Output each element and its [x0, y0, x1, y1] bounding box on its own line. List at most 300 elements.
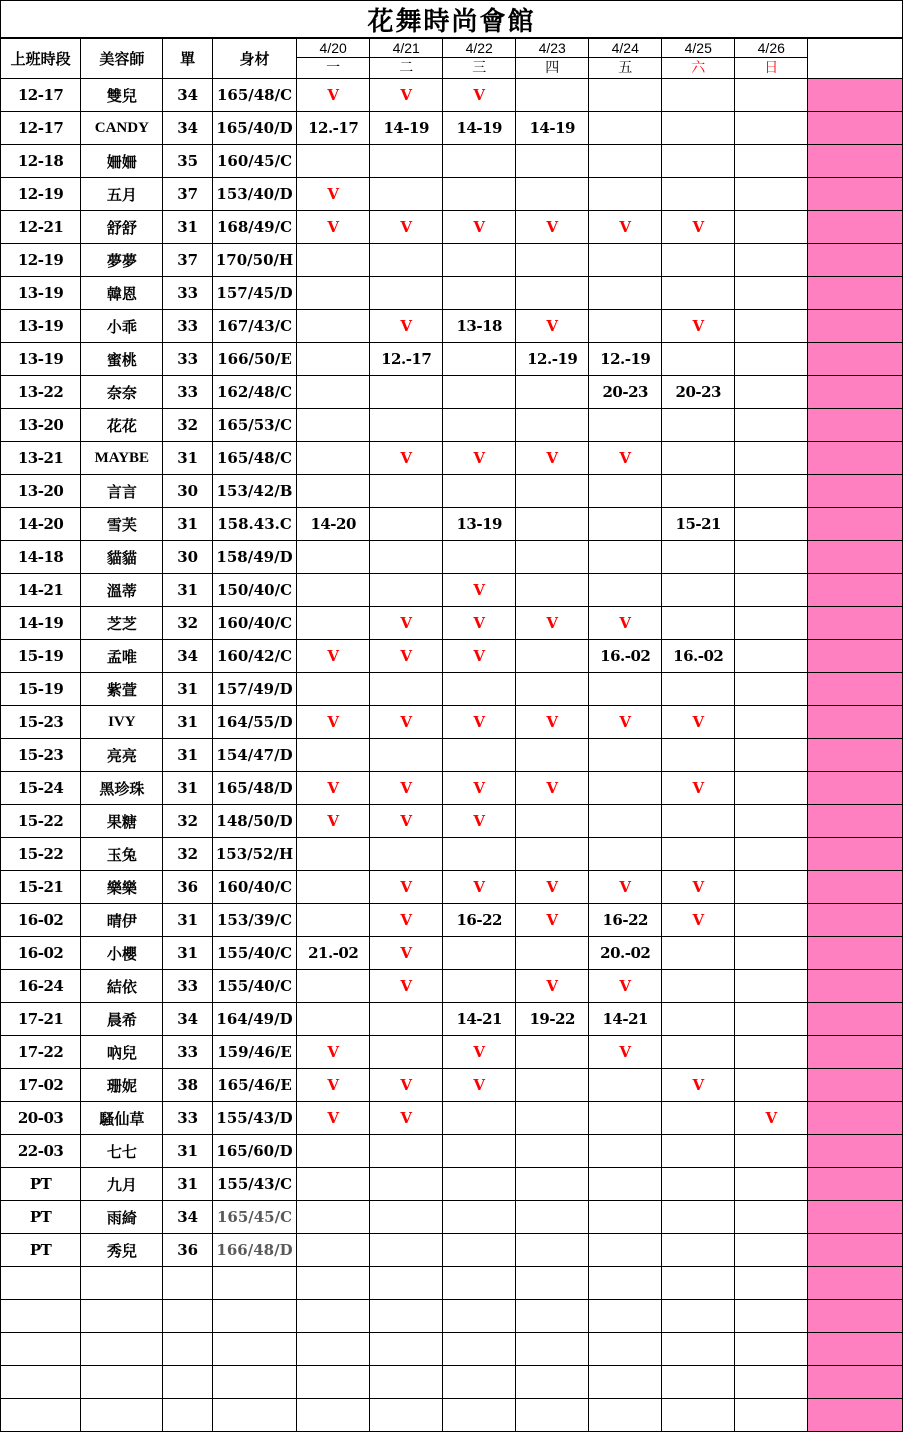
- cell-day-1[interactable]: [370, 475, 443, 508]
- cell-day-1[interactable]: [370, 673, 443, 706]
- cell-highlight-note[interactable]: [808, 277, 903, 310]
- cell-day-3[interactable]: 19-22: [516, 1003, 589, 1036]
- cell-day-3[interactable]: [516, 805, 589, 838]
- cell-day-6[interactable]: [735, 277, 808, 310]
- cell-day-2[interactable]: [443, 1399, 516, 1432]
- cell-day-6[interactable]: [735, 805, 808, 838]
- cell-day-2[interactable]: 14-21: [443, 1003, 516, 1036]
- cell-day-3[interactable]: [516, 277, 589, 310]
- cell-highlight-note[interactable]: [808, 112, 903, 145]
- cell-day-4[interactable]: [589, 1267, 662, 1300]
- cell-day-0[interactable]: [297, 970, 370, 1003]
- cell-day-4[interactable]: 20.-02: [589, 937, 662, 970]
- cell-day-0[interactable]: V: [297, 1036, 370, 1069]
- cell-day-3[interactable]: [516, 145, 589, 178]
- cell-day-2[interactable]: V: [443, 772, 516, 805]
- cell-day-1[interactable]: [370, 838, 443, 871]
- cell-day-3[interactable]: [516, 1366, 589, 1399]
- cell-day-1[interactable]: 14-19: [370, 112, 443, 145]
- cell-day-3[interactable]: [516, 1201, 589, 1234]
- cell-highlight-note[interactable]: [808, 1300, 903, 1333]
- cell-day-1[interactable]: [370, 1168, 443, 1201]
- cell-day-1[interactable]: V: [370, 805, 443, 838]
- cell-day-0[interactable]: V: [297, 178, 370, 211]
- cell-day-5[interactable]: [662, 1036, 735, 1069]
- cell-day-2[interactable]: [443, 937, 516, 970]
- cell-day-4[interactable]: [589, 145, 662, 178]
- cell-day-3[interactable]: 12.-19: [516, 343, 589, 376]
- cell-day-1[interactable]: V: [370, 904, 443, 937]
- cell-day-4[interactable]: [589, 673, 662, 706]
- cell-day-1[interactable]: [370, 739, 443, 772]
- cell-day-0[interactable]: [297, 838, 370, 871]
- cell-day-1[interactable]: V: [370, 640, 443, 673]
- cell-day-4[interactable]: [589, 1135, 662, 1168]
- cell-day-4[interactable]: [589, 310, 662, 343]
- cell-day-6[interactable]: [735, 1135, 808, 1168]
- cell-day-5[interactable]: V: [662, 904, 735, 937]
- cell-day-6[interactable]: [735, 541, 808, 574]
- cell-day-4[interactable]: 16.-02: [589, 640, 662, 673]
- cell-day-0[interactable]: [297, 475, 370, 508]
- cell-day-5[interactable]: [662, 1102, 735, 1135]
- cell-day-6[interactable]: [735, 178, 808, 211]
- cell-day-1[interactable]: 12.-17: [370, 343, 443, 376]
- cell-day-5[interactable]: [662, 607, 735, 640]
- cell-day-2[interactable]: V: [443, 442, 516, 475]
- cell-day-1[interactable]: V: [370, 211, 443, 244]
- cell-highlight-note[interactable]: [808, 574, 903, 607]
- cell-day-1[interactable]: [370, 1003, 443, 1036]
- cell-day-4[interactable]: [589, 178, 662, 211]
- cell-day-2[interactable]: V: [443, 1069, 516, 1102]
- cell-day-5[interactable]: [662, 937, 735, 970]
- cell-day-6[interactable]: [735, 244, 808, 277]
- cell-day-3[interactable]: [516, 1135, 589, 1168]
- cell-day-4[interactable]: [589, 1399, 662, 1432]
- cell-day-2[interactable]: [443, 739, 516, 772]
- cell-day-4[interactable]: [589, 1168, 662, 1201]
- cell-highlight-note[interactable]: [808, 442, 903, 475]
- cell-highlight-note[interactable]: [808, 871, 903, 904]
- cell-day-5[interactable]: [662, 178, 735, 211]
- cell-day-6[interactable]: [735, 1366, 808, 1399]
- cell-day-2[interactable]: [443, 1366, 516, 1399]
- cell-day-4[interactable]: [589, 1333, 662, 1366]
- cell-highlight-note[interactable]: [808, 79, 903, 112]
- cell-day-5[interactable]: [662, 541, 735, 574]
- cell-day-4[interactable]: V: [589, 607, 662, 640]
- cell-day-6[interactable]: [735, 739, 808, 772]
- cell-day-5[interactable]: V: [662, 1069, 735, 1102]
- cell-day-4[interactable]: [589, 409, 662, 442]
- cell-day-4[interactable]: [589, 739, 662, 772]
- cell-day-6[interactable]: [735, 640, 808, 673]
- cell-day-4[interactable]: [589, 475, 662, 508]
- cell-day-1[interactable]: [370, 1201, 443, 1234]
- cell-day-3[interactable]: [516, 508, 589, 541]
- cell-day-0[interactable]: [297, 145, 370, 178]
- cell-day-3[interactable]: V: [516, 970, 589, 1003]
- cell-day-6[interactable]: [735, 607, 808, 640]
- cell-day-5[interactable]: [662, 805, 735, 838]
- cell-day-2[interactable]: 13-18: [443, 310, 516, 343]
- cell-day-5[interactable]: [662, 574, 735, 607]
- cell-day-0[interactable]: 21.-02: [297, 937, 370, 970]
- cell-day-0[interactable]: [297, 904, 370, 937]
- cell-day-2[interactable]: V: [443, 871, 516, 904]
- cell-day-0[interactable]: [297, 1135, 370, 1168]
- cell-day-3[interactable]: [516, 937, 589, 970]
- cell-day-5[interactable]: [662, 1399, 735, 1432]
- cell-day-6[interactable]: [735, 1234, 808, 1267]
- cell-day-2[interactable]: [443, 1135, 516, 1168]
- cell-day-4[interactable]: [589, 1366, 662, 1399]
- cell-day-0[interactable]: 14-20: [297, 508, 370, 541]
- cell-day-6[interactable]: [735, 508, 808, 541]
- cell-day-1[interactable]: V: [370, 706, 443, 739]
- cell-day-6[interactable]: [735, 442, 808, 475]
- cell-day-1[interactable]: V: [370, 772, 443, 805]
- cell-highlight-note[interactable]: [808, 706, 903, 739]
- cell-day-2[interactable]: [443, 1201, 516, 1234]
- cell-day-3[interactable]: V: [516, 310, 589, 343]
- cell-highlight-note[interactable]: [808, 541, 903, 574]
- cell-day-4[interactable]: [589, 1069, 662, 1102]
- cell-day-1[interactable]: V: [370, 937, 443, 970]
- cell-day-5[interactable]: [662, 1300, 735, 1333]
- cell-day-2[interactable]: [443, 277, 516, 310]
- cell-day-2[interactable]: [443, 244, 516, 277]
- cell-highlight-note[interactable]: [808, 409, 903, 442]
- cell-highlight-note[interactable]: [808, 739, 903, 772]
- cell-day-2[interactable]: [443, 178, 516, 211]
- cell-day-0[interactable]: V: [297, 805, 370, 838]
- cell-day-4[interactable]: [589, 244, 662, 277]
- cell-highlight-note[interactable]: [808, 1366, 903, 1399]
- cell-day-0[interactable]: [297, 1201, 370, 1234]
- cell-highlight-note[interactable]: [808, 475, 903, 508]
- cell-day-3[interactable]: [516, 244, 589, 277]
- cell-day-3[interactable]: [516, 409, 589, 442]
- cell-day-0[interactable]: [297, 244, 370, 277]
- cell-day-0[interactable]: [297, 673, 370, 706]
- cell-highlight-note[interactable]: [808, 1102, 903, 1135]
- cell-day-4[interactable]: [589, 805, 662, 838]
- cell-day-1[interactable]: [370, 574, 443, 607]
- cell-day-6[interactable]: [735, 871, 808, 904]
- cell-day-5[interactable]: [662, 739, 735, 772]
- cell-day-4[interactable]: [589, 772, 662, 805]
- cell-day-0[interactable]: V: [297, 706, 370, 739]
- cell-day-0[interactable]: [297, 1333, 370, 1366]
- cell-highlight-note[interactable]: [808, 805, 903, 838]
- cell-highlight-note[interactable]: [808, 310, 903, 343]
- cell-day-5[interactable]: [662, 1201, 735, 1234]
- cell-day-6[interactable]: [735, 1333, 808, 1366]
- cell-day-3[interactable]: [516, 739, 589, 772]
- cell-day-6[interactable]: [735, 211, 808, 244]
- cell-day-3[interactable]: V: [516, 211, 589, 244]
- cell-day-3[interactable]: [516, 1168, 589, 1201]
- cell-highlight-note[interactable]: [808, 1201, 903, 1234]
- cell-day-6[interactable]: V: [735, 1102, 808, 1135]
- cell-day-5[interactable]: [662, 1003, 735, 1036]
- cell-day-2[interactable]: [443, 1267, 516, 1300]
- cell-day-1[interactable]: V: [370, 607, 443, 640]
- cell-day-3[interactable]: [516, 79, 589, 112]
- cell-highlight-note[interactable]: [808, 178, 903, 211]
- cell-day-4[interactable]: [589, 79, 662, 112]
- cell-day-5[interactable]: [662, 409, 735, 442]
- cell-day-6[interactable]: [735, 838, 808, 871]
- cell-day-0[interactable]: 12.-17: [297, 112, 370, 145]
- cell-highlight-note[interactable]: [808, 1036, 903, 1069]
- cell-day-0[interactable]: [297, 1267, 370, 1300]
- cell-day-6[interactable]: [735, 937, 808, 970]
- cell-day-0[interactable]: [297, 1366, 370, 1399]
- cell-day-2[interactable]: 13-19: [443, 508, 516, 541]
- cell-day-4[interactable]: [589, 541, 662, 574]
- cell-day-0[interactable]: [297, 1399, 370, 1432]
- cell-day-5[interactable]: [662, 244, 735, 277]
- cell-day-1[interactable]: V: [370, 442, 443, 475]
- cell-day-1[interactable]: V: [370, 1102, 443, 1135]
- cell-day-5[interactable]: [662, 112, 735, 145]
- cell-day-5[interactable]: [662, 1168, 735, 1201]
- cell-day-6[interactable]: [735, 145, 808, 178]
- cell-day-1[interactable]: [370, 1333, 443, 1366]
- cell-day-4[interactable]: V: [589, 706, 662, 739]
- cell-day-4[interactable]: [589, 508, 662, 541]
- cell-highlight-note[interactable]: [808, 1267, 903, 1300]
- cell-day-5[interactable]: [662, 673, 735, 706]
- cell-day-6[interactable]: [735, 1300, 808, 1333]
- cell-day-4[interactable]: 12.-19: [589, 343, 662, 376]
- cell-day-1[interactable]: [370, 277, 443, 310]
- cell-highlight-note[interactable]: [808, 772, 903, 805]
- cell-day-1[interactable]: [370, 1234, 443, 1267]
- cell-day-3[interactable]: [516, 1102, 589, 1135]
- cell-day-4[interactable]: 16-22: [589, 904, 662, 937]
- cell-day-0[interactable]: V: [297, 211, 370, 244]
- cell-highlight-note[interactable]: [808, 1333, 903, 1366]
- cell-day-0[interactable]: [297, 343, 370, 376]
- cell-day-5[interactable]: V: [662, 871, 735, 904]
- cell-highlight-note[interactable]: [808, 1168, 903, 1201]
- cell-day-0[interactable]: [297, 574, 370, 607]
- cell-day-0[interactable]: [297, 277, 370, 310]
- cell-day-5[interactable]: V: [662, 772, 735, 805]
- cell-day-3[interactable]: 14-19: [516, 112, 589, 145]
- cell-day-0[interactable]: V: [297, 772, 370, 805]
- cell-day-0[interactable]: V: [297, 1102, 370, 1135]
- cell-day-3[interactable]: [516, 1267, 589, 1300]
- cell-day-5[interactable]: [662, 1135, 735, 1168]
- cell-day-5[interactable]: V: [662, 310, 735, 343]
- cell-day-5[interactable]: [662, 1366, 735, 1399]
- cell-day-6[interactable]: [735, 1267, 808, 1300]
- cell-day-3[interactable]: [516, 574, 589, 607]
- cell-day-4[interactable]: [589, 1300, 662, 1333]
- cell-day-3[interactable]: [516, 1036, 589, 1069]
- cell-day-6[interactable]: [735, 1036, 808, 1069]
- cell-day-2[interactable]: [443, 1102, 516, 1135]
- cell-day-1[interactable]: [370, 145, 443, 178]
- cell-day-5[interactable]: 16.-02: [662, 640, 735, 673]
- cell-day-2[interactable]: V: [443, 211, 516, 244]
- cell-day-5[interactable]: [662, 1267, 735, 1300]
- cell-day-6[interactable]: [735, 574, 808, 607]
- cell-day-2[interactable]: [443, 1333, 516, 1366]
- cell-highlight-note[interactable]: [808, 607, 903, 640]
- cell-day-3[interactable]: [516, 1234, 589, 1267]
- cell-highlight-note[interactable]: [808, 937, 903, 970]
- cell-highlight-note[interactable]: [808, 244, 903, 277]
- cell-day-2[interactable]: V: [443, 607, 516, 640]
- cell-day-5[interactable]: [662, 277, 735, 310]
- cell-highlight-note[interactable]: [808, 673, 903, 706]
- cell-day-2[interactable]: [443, 673, 516, 706]
- cell-day-0[interactable]: [297, 442, 370, 475]
- cell-day-6[interactable]: [735, 970, 808, 1003]
- cell-day-2[interactable]: [443, 1168, 516, 1201]
- cell-day-0[interactable]: [297, 310, 370, 343]
- cell-day-5[interactable]: [662, 475, 735, 508]
- cell-day-5[interactable]: [662, 442, 735, 475]
- cell-day-3[interactable]: [516, 541, 589, 574]
- cell-day-4[interactable]: V: [589, 871, 662, 904]
- cell-day-4[interactable]: [589, 574, 662, 607]
- cell-day-0[interactable]: [297, 739, 370, 772]
- cell-day-4[interactable]: [589, 1234, 662, 1267]
- cell-day-4[interactable]: V: [589, 442, 662, 475]
- cell-day-6[interactable]: [735, 409, 808, 442]
- cell-day-0[interactable]: [297, 871, 370, 904]
- cell-day-3[interactable]: [516, 1399, 589, 1432]
- cell-day-1[interactable]: [370, 244, 443, 277]
- cell-highlight-note[interactable]: [808, 1069, 903, 1102]
- cell-day-4[interactable]: [589, 1201, 662, 1234]
- cell-highlight-note[interactable]: [808, 970, 903, 1003]
- cell-day-5[interactable]: 20-23: [662, 376, 735, 409]
- cell-day-1[interactable]: [370, 1366, 443, 1399]
- cell-day-2[interactable]: V: [443, 805, 516, 838]
- cell-day-3[interactable]: V: [516, 904, 589, 937]
- cell-day-4[interactable]: [589, 1102, 662, 1135]
- cell-day-1[interactable]: [370, 376, 443, 409]
- cell-day-6[interactable]: [735, 1168, 808, 1201]
- cell-day-1[interactable]: [370, 1267, 443, 1300]
- cell-day-2[interactable]: V: [443, 574, 516, 607]
- cell-day-4[interactable]: V: [589, 1036, 662, 1069]
- cell-day-0[interactable]: [297, 409, 370, 442]
- cell-day-5[interactable]: [662, 1333, 735, 1366]
- cell-highlight-note[interactable]: [808, 1234, 903, 1267]
- cell-highlight-note[interactable]: [808, 508, 903, 541]
- cell-day-6[interactable]: [735, 1003, 808, 1036]
- cell-day-6[interactable]: [735, 706, 808, 739]
- cell-day-2[interactable]: [443, 1300, 516, 1333]
- cell-day-5[interactable]: [662, 343, 735, 376]
- cell-day-3[interactable]: [516, 1069, 589, 1102]
- cell-day-1[interactable]: [370, 1135, 443, 1168]
- cell-day-4[interactable]: V: [589, 211, 662, 244]
- cell-day-0[interactable]: [297, 376, 370, 409]
- cell-highlight-note[interactable]: [808, 343, 903, 376]
- cell-day-2[interactable]: [443, 409, 516, 442]
- cell-day-6[interactable]: [735, 310, 808, 343]
- cell-day-5[interactable]: [662, 79, 735, 112]
- cell-day-1[interactable]: V: [370, 970, 443, 1003]
- cell-day-4[interactable]: 14-21: [589, 1003, 662, 1036]
- cell-highlight-note[interactable]: [808, 1135, 903, 1168]
- cell-day-3[interactable]: [516, 376, 589, 409]
- cell-day-2[interactable]: 16-22: [443, 904, 516, 937]
- cell-day-1[interactable]: V: [370, 1069, 443, 1102]
- cell-day-2[interactable]: V: [443, 79, 516, 112]
- cell-day-1[interactable]: [370, 1300, 443, 1333]
- cell-highlight-note[interactable]: [808, 838, 903, 871]
- cell-day-0[interactable]: V: [297, 1069, 370, 1102]
- cell-day-1[interactable]: [370, 1399, 443, 1432]
- cell-day-4[interactable]: [589, 838, 662, 871]
- cell-day-6[interactable]: [735, 904, 808, 937]
- cell-day-1[interactable]: V: [370, 310, 443, 343]
- cell-day-3[interactable]: V: [516, 442, 589, 475]
- cell-day-0[interactable]: [297, 541, 370, 574]
- cell-day-1[interactable]: V: [370, 79, 443, 112]
- cell-day-0[interactable]: V: [297, 79, 370, 112]
- cell-day-6[interactable]: [735, 79, 808, 112]
- cell-day-0[interactable]: [297, 1300, 370, 1333]
- cell-day-1[interactable]: V: [370, 871, 443, 904]
- cell-day-4[interactable]: V: [589, 970, 662, 1003]
- cell-day-3[interactable]: V: [516, 706, 589, 739]
- cell-day-6[interactable]: [735, 376, 808, 409]
- cell-day-4[interactable]: [589, 277, 662, 310]
- cell-day-0[interactable]: [297, 1003, 370, 1036]
- cell-highlight-note[interactable]: [808, 640, 903, 673]
- cell-day-4[interactable]: 20-23: [589, 376, 662, 409]
- cell-day-2[interactable]: V: [443, 640, 516, 673]
- cell-day-3[interactable]: V: [516, 772, 589, 805]
- cell-day-6[interactable]: [735, 343, 808, 376]
- cell-day-6[interactable]: [735, 1069, 808, 1102]
- cell-highlight-note[interactable]: [808, 1399, 903, 1432]
- cell-day-3[interactable]: [516, 178, 589, 211]
- cell-day-2[interactable]: V: [443, 706, 516, 739]
- cell-day-3[interactable]: V: [516, 607, 589, 640]
- cell-day-4[interactable]: [589, 112, 662, 145]
- cell-day-3[interactable]: [516, 640, 589, 673]
- cell-day-3[interactable]: [516, 475, 589, 508]
- cell-day-3[interactable]: V: [516, 871, 589, 904]
- cell-highlight-note[interactable]: [808, 904, 903, 937]
- cell-highlight-note[interactable]: [808, 211, 903, 244]
- cell-day-0[interactable]: [297, 1168, 370, 1201]
- cell-day-2[interactable]: [443, 541, 516, 574]
- cell-day-2[interactable]: [443, 376, 516, 409]
- cell-day-5[interactable]: [662, 145, 735, 178]
- cell-day-0[interactable]: V: [297, 640, 370, 673]
- cell-day-2[interactable]: [443, 970, 516, 1003]
- cell-day-6[interactable]: [735, 673, 808, 706]
- cell-day-1[interactable]: [370, 541, 443, 574]
- cell-day-6[interactable]: [735, 475, 808, 508]
- cell-day-0[interactable]: [297, 607, 370, 640]
- cell-highlight-note[interactable]: [808, 1003, 903, 1036]
